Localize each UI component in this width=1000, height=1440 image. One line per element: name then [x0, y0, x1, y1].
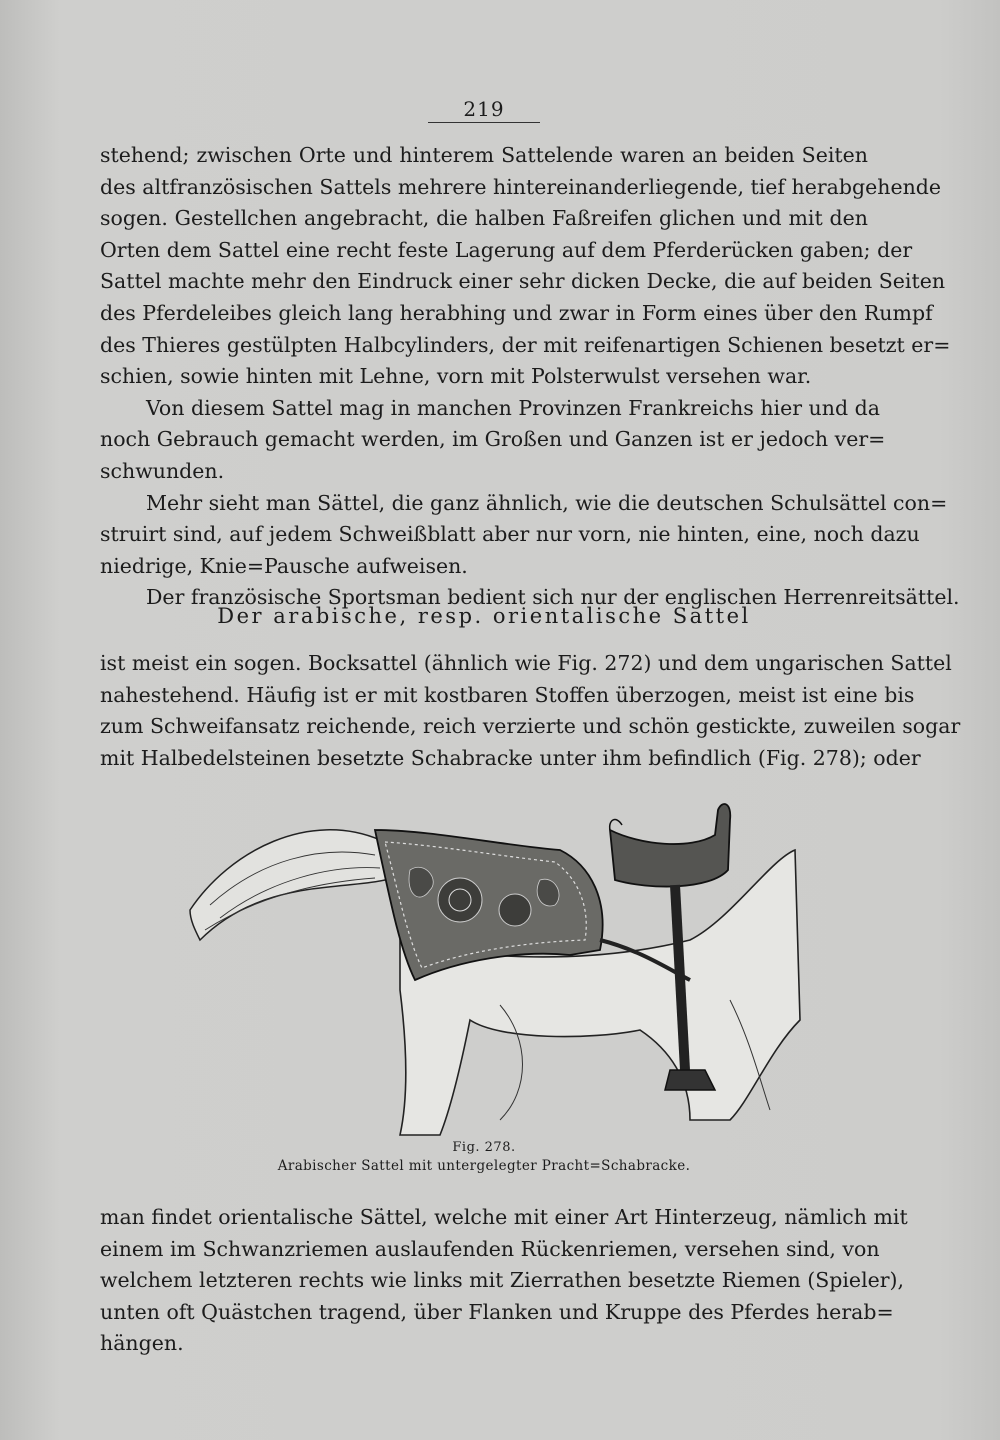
figure-caption: Arabischer Sattel mit untergelegter Pracht=Schabracke. — [277, 1158, 691, 1174]
text-line: des Thieres gestülpten Halbcylinders, der mit reifenartigen Schienen besetzt er= — [100, 332, 951, 357]
section-heading: Der arabische, resp. orientalische Sattel — [217, 604, 751, 628]
text-line: Mehr sieht man Sättel, die ganz ähnlich, wie die deutschen Schulsättel con= — [146, 490, 948, 515]
text-line: sogen. Gestellchen angebracht, die halben Faßreifen glichen und mit den — [100, 206, 868, 231]
text-line: unten oft Quästchen tragend, über Flanken und Kruppe des Pferdes herab= — [100, 1299, 894, 1324]
text-line: ist meist ein sogen. Bocksattel (ähnlich wie Fig. 272) und dem ungarischen Sattel — [100, 651, 952, 675]
text-line: struirt sind, auf jedem Schweißblatt aber nur vorn, nie hinten, eine, noch dazu — [100, 522, 920, 547]
page-number-rule — [428, 122, 540, 123]
figure-label: Fig. 278. — [452, 1140, 516, 1155]
text-line: schien, sowie hinten mit Lehne, vorn mit Polsterwulst versehen war. — [100, 364, 812, 389]
text-line: hängen. — [100, 1331, 184, 1356]
text-line: Von diesem Sattel mag in manchen Provinzen Frankreichs hier und da — [146, 395, 880, 420]
text-line: niedrige, Knie=Pausche aufweisen. — [100, 553, 468, 578]
text-line: zum Schweifansatz reichende, reich verzierte und schön gestickte, zuweilen sogar — [100, 714, 961, 739]
text-line: stehend; zwischen Orte und hinterem Sattelende waren an beiden Seiten — [100, 143, 868, 167]
text-line: schwunden. — [100, 458, 225, 483]
text-line: des Pferdeleibes gleich lang herabhing und zwar in Form eines über den Rumpf — [100, 300, 933, 325]
text-block-bottom — [100, 1202, 908, 1360]
text-line: des altfranzösischen Sattels mehrere hintereinanderliegende, tief herabgehende — [100, 174, 942, 199]
text-block-top — [100, 140, 960, 614]
text-line: Sattel machte mehr den Eindruck einer sehr dicken Decke, die auf beiden Seiten — [100, 269, 946, 294]
text-line: man findet orientalische Sättel, welche mit einer Art Hinterzeug, nämlich mit — [100, 1205, 908, 1229]
saddle-illustration-drawing — [170, 790, 810, 1140]
text-line: welchem letzteren rechts wie links mit Zierrathen besetzte Riemen (Spieler), — [100, 1268, 905, 1293]
text-block-middle — [100, 648, 961, 774]
page-number: 219 — [463, 97, 505, 121]
text-line: einem im Schwanzriemen auslaufenden Rückenriemen, versehen sind, von — [100, 1236, 880, 1261]
text-line: Der französische Sportsman bedient sich nur der englischen Herrenreitsättel. — [146, 585, 960, 610]
text-line: Orten dem Sattel eine recht feste Lagerung auf dem Pferderücken gaben; der — [100, 237, 913, 262]
text-line: nahestehend. Häufig ist er mit kostbaren Stoffen überzogen, meist ist eine bis — [100, 682, 915, 707]
text-line: noch Gebrauch gemacht werden, im Großen und Ganzen ist er jedoch ver= — [100, 427, 886, 452]
saddle-illustration — [170, 790, 810, 1140]
text-line: mit Halbedelsteinen besetzte Schabracke unter ihm befindlich (Fig. 278); oder — [100, 745, 921, 770]
horse-tail — [190, 830, 396, 940]
saddle-seat — [610, 804, 730, 887]
